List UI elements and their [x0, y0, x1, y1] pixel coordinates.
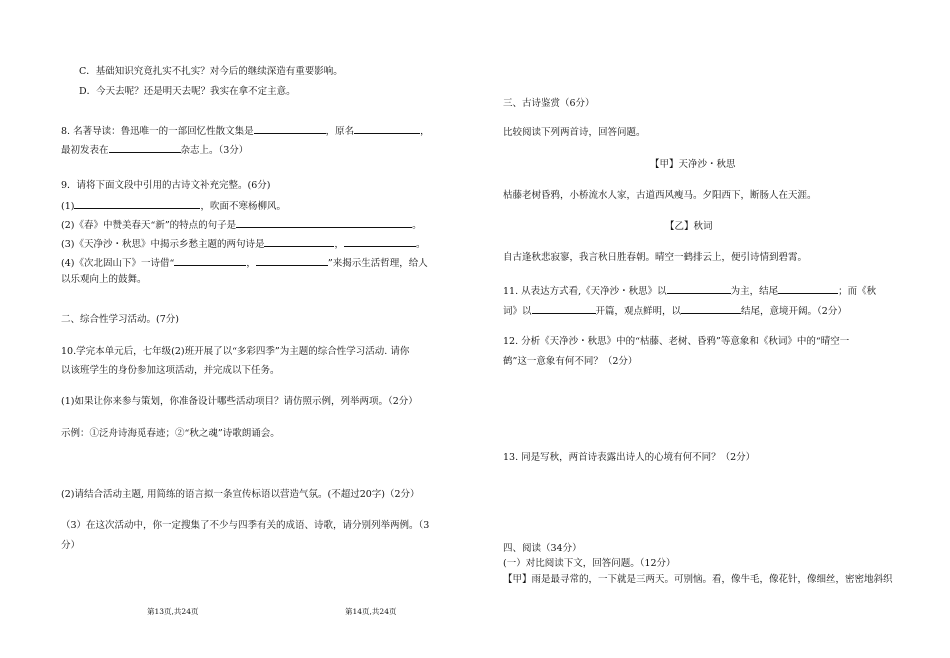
q9-4-blank-1[interactable] — [174, 256, 246, 266]
poem-2-text: 自古逢秋悲寂寥，我言秋日胜春朝。晴空一鹤排云上，便引诗情到碧霄。 — [503, 252, 808, 263]
q9-item-4-cont: 以乐观向上的鼓舞。 — [61, 274, 147, 285]
q11-text-b: 为主，结尾 — [730, 286, 779, 297]
q9-1-text: ，吹面不寒杨柳风。 — [200, 201, 286, 212]
section-4-heading: 四、阅读（34分） — [503, 543, 582, 554]
reading-text: 【甲】雨是最寻常的，一下就是三两天。可别恼。看，像牛毛，像花针，像细丝，密密地斜织 — [503, 574, 893, 585]
question-8-line1 — [61, 124, 430, 138]
q9-3-end: 。 — [415, 239, 426, 250]
q9-item-1 — [61, 199, 286, 213]
example-text: 示例：①泛舟诗海觅春迹；②“秋之魂”诗歌朗诵会。 — [61, 428, 280, 439]
q11-text-d: 词》以 — [503, 306, 532, 317]
q9-4-text-b: ”来揭示生活哲理，给人 — [327, 258, 428, 269]
poem-intro: 比较阅读下列两首诗，回答问题。 — [503, 127, 646, 138]
q9-3-mid: ， — [334, 239, 344, 250]
question-8-line2 — [61, 143, 248, 157]
q9-4-mid: ， — [246, 258, 256, 269]
q8-text-e: 杂志上。（3分） — [180, 145, 249, 156]
poem-1-title: 【甲】天净沙・秋思 — [650, 159, 736, 170]
q8-blank-3[interactable] — [109, 143, 181, 153]
question-11-line1 — [503, 284, 876, 298]
q11-text-a: 11. 从表达方式看,《天净沙・秋思》以 — [503, 286, 667, 297]
q9-item-3 — [61, 237, 426, 251]
q11-blank-3[interactable] — [532, 304, 596, 314]
q8-text-a: 8. 名著导读：鲁迅唯一的一部回忆性散文集是 — [61, 126, 254, 137]
q9-2-text: (2)《春》中赞美春天“新”的特点的句子是 — [61, 220, 237, 231]
q11-text-f: 结尾，意境开阔。（2分） — [741, 306, 847, 317]
q11-blank-4[interactable] — [681, 304, 741, 314]
question-13: 13. 同是写秋，两首诗表露出诗人的心境有何不同？（2分） — [503, 452, 756, 463]
q8-blank-2[interactable] — [354, 124, 420, 134]
q9-1-label: (1) — [61, 201, 75, 212]
q8-text-d: 最初发表在 — [61, 145, 109, 156]
q11-blank-2[interactable] — [778, 284, 838, 294]
question-11-line2 — [503, 304, 847, 318]
question-10-line1: 10.学完本单元后，七年级(2)班开展了以“多彩四季”为主题的综合性学习活动. 请你 — [61, 346, 410, 357]
q9-4-text-a: (4)《次北固山下》一诗借“ — [61, 258, 175, 269]
q9-item-4 — [61, 256, 428, 270]
section-3-heading: 三、古诗鉴赏（6分） — [503, 98, 595, 109]
section-2-heading: 二、综合性学习活动。(7分) — [61, 314, 179, 325]
q9-3-blank-2[interactable] — [344, 237, 416, 247]
question-12-line2: 鹤”这一意象有何不同？（2分） — [503, 356, 638, 367]
question-10-3-line1: （3）在这次活动中，你一定搜集了不少与四季有关的成语、诗歌，请分别列举两例。（3 — [61, 520, 430, 531]
q11-text-c: ；而《秋 — [838, 286, 877, 297]
question-9: 9．请将下面文段中引用的古诗文补充完整。(6分) — [61, 180, 271, 191]
option-d: D．今天去呢？还是明天去呢？我实在拿不定主意。 — [79, 86, 296, 97]
question-10-line2: 以该班学生的身份参加这项活动，并完成以下任务。 — [61, 365, 280, 376]
q8-blank-1[interactable] — [254, 124, 326, 134]
q11-blank-1[interactable] — [667, 284, 731, 294]
q9-4-blank-2[interactable] — [256, 256, 328, 266]
question-10-1: (1)如果让你来参与策划，你准备设计哪些活动项目？请仿照示例，列举两项。（2分） — [61, 396, 418, 407]
question-10-3-line2: 分） — [61, 540, 81, 551]
page-footer-left: 第13页,共24页 — [147, 607, 199, 616]
q9-3-text: (3)《天净沙・秋思》中揭示乡愁主题的两句诗是 — [61, 239, 265, 250]
q9-item-2 — [61, 218, 422, 232]
option-c: C．基础知识究竟扎实不扎实？对今后的继续深造有重要影响。 — [79, 66, 343, 77]
sub-section-1: (一）对比阅读下文，回答问题。（12分） — [503, 558, 676, 569]
poem-1-text: 枯藤老树昏鸦，小桥流水人家，古道西风瘦马。夕阳西下，断肠人在天涯。 — [503, 190, 817, 201]
question-12-line1: 12. 分析《天净沙・秋思》中的“枯藤、老树、昏鸦”等意象和《秋词》中的“晴空一 — [503, 336, 850, 347]
page-footer-right: 第14页,共24页 — [345, 607, 397, 616]
q9-2-blank[interactable] — [236, 218, 412, 228]
question-10-2: (2)请结合活动主题, 用简练的语言拟一条宣传标语以营造气氛。(不超过20字)（2分） — [61, 489, 420, 500]
q9-2-end: 。 — [412, 220, 422, 231]
q8-text-c: ， — [420, 126, 430, 137]
q11-text-e: 开篇，观点鲜明，以 — [595, 306, 682, 317]
q9-3-blank-1[interactable] — [264, 237, 334, 247]
poem-2-title: 【乙】秋词 — [665, 221, 713, 232]
q9-1-blank[interactable] — [74, 199, 200, 209]
q8-text-b: ，原名 — [325, 126, 355, 137]
